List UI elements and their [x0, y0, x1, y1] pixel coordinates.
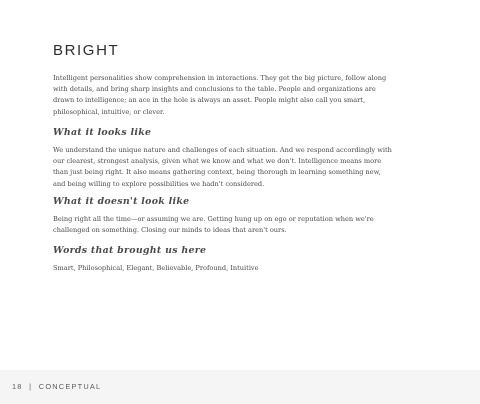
page-number: 18 — [12, 382, 23, 391]
looks-like-paragraph: We understand the unique nature and challenges of each situation. And we respond accordingly with our clearest, strongest analysis, given what we know and what we don't. Intelligence means more than just being right. It also means gathering context, being thorough in learning something new, and being willing to explore possibilities we hadn't considered. — [53, 146, 392, 188]
intro-paragraph: Intelligent personalities show comprehension in interactions. They get the big picture, follow along with details, and bring sharp insights and conclusions to the table. People and organizations are drawn to intelligence; an ace in the hole is always an asset. People might also call you smart, philosophical, intuitive, or clever. — [53, 74, 387, 116]
footer-text — [12, 382, 101, 391]
doesnt-look-like-heading: What it doesn't look like — [53, 196, 190, 207]
words-paragraph: Smart, Philosophical, Elegant, Believable, Profound, Intuitive — [53, 264, 259, 272]
page-title: BRIGHT — [53, 42, 120, 59]
doesnt-look-like-paragraph: Being right all the time—or assuming we are. Getting hung up on ego or reputation when we're challenged on something. Closing our minds to ideas that aren't ours. — [53, 215, 374, 235]
looks-like-heading: What it looks like — [53, 127, 152, 138]
page-footer — [0, 370, 480, 404]
words-heading: Words that brought us here — [53, 245, 207, 256]
footer-section-name: CONCEPTUAL — [38, 382, 102, 391]
footer-separator: | — [29, 382, 33, 391]
